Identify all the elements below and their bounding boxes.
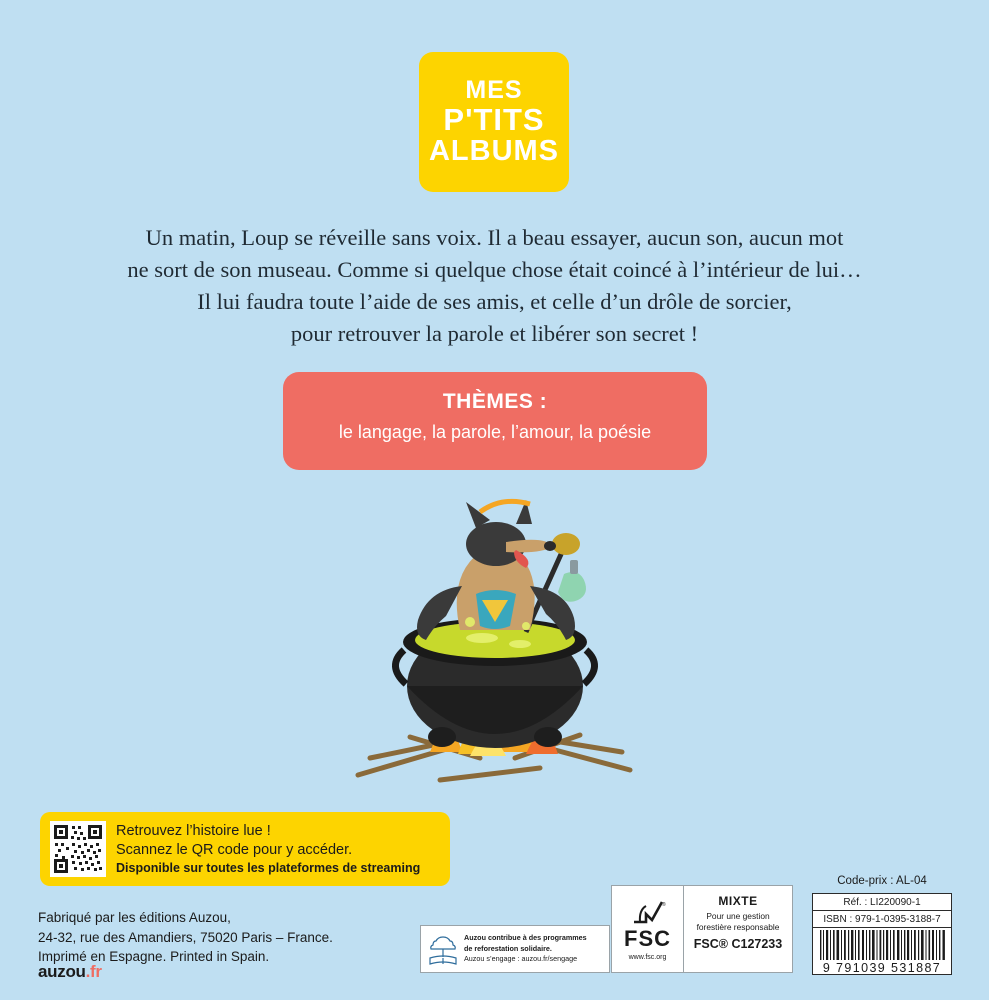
logo-line-3: ALBUMS — [428, 135, 560, 168]
reforestation-line-1: Auzou contribue à des programmes — [464, 933, 587, 943]
fsc-left-panel — [612, 886, 684, 972]
reforestation-badge — [420, 925, 610, 973]
barcode-bars — [813, 928, 951, 960]
svg-text:®: ® — [661, 901, 666, 908]
fsc-right-panel — [684, 886, 792, 972]
barcode-ref: Réf. : LI220090-1 — [813, 894, 951, 911]
qr-code-icon[interactable] — [50, 821, 106, 877]
series-logo-badge — [419, 52, 569, 192]
back-cover-blurb — [60, 222, 929, 350]
themes-box — [283, 372, 707, 470]
blurb-line-1: Un matin, Loup se réveille sans voix. Il a beau essayer, aucun son, aucun mot — [145, 225, 844, 250]
barcode-block — [812, 893, 952, 975]
qr-code-banner[interactable] — [40, 812, 450, 886]
barcode-bars-svg — [819, 930, 947, 960]
qr-banner-text — [116, 822, 420, 877]
auzou-logo-text: auzou — [38, 962, 86, 981]
auzou-logo — [38, 962, 102, 982]
cauldron-illustration — [330, 490, 660, 800]
qr-code-svg — [52, 823, 104, 875]
fsc-desc-line-1: Pour une gestion — [706, 911, 770, 921]
fsc-tree-checkmark-icon — [628, 896, 668, 926]
blurb-line-4: pour retrouver la parole et libérer son secret ! — [290, 320, 699, 346]
themes-list: le langage, la parole, l’amour, la poésie — [338, 422, 652, 442]
logo-line-2: P'TITS — [443, 101, 545, 137]
barcode-digits: 9 791039 531887 — [822, 961, 942, 975]
qr-line-3: Disponible sur toutes les plateformes de streaming — [116, 860, 421, 875]
cauldron-illustration-svg — [330, 490, 660, 800]
themes-title: THÈMES : — [442, 390, 548, 413]
qr-line-1: Retrouvez l’histoire lue ! — [116, 822, 271, 839]
blurb-line-2: ne sort de son museau. Comme si quelque chose était coincé à l’intérieur de lui… — [127, 256, 862, 282]
book-tree-icon — [426, 931, 460, 967]
publisher-line-2: 24-32, rue des Amandiers, 75020 Paris – France. — [38, 929, 333, 945]
publisher-info — [38, 908, 333, 967]
fsc-desc-line-2: forestière responsable — [696, 921, 780, 932]
publisher-line-3: Imprimé en Espagne. Printed in Spain. — [38, 949, 270, 965]
code-price-label: Code-prix : AL-04 — [837, 875, 927, 887]
reforestation-text — [464, 933, 587, 964]
reforestation-line-2: de reforestation solidaire. — [464, 943, 552, 953]
logo-line-1: MES — [465, 76, 523, 105]
fsc-label: MIXTE — [718, 894, 758, 908]
reforestation-line-3: Auzou s’engage : auzou.fr/sengage — [464, 954, 578, 964]
fsc-certification-badge — [611, 885, 793, 973]
barcode-isbn: ISBN : 979-1-0395-3188-7 — [813, 911, 951, 928]
book-tree-icon-svg — [426, 931, 460, 967]
auzou-logo-suffix: .fr — [85, 962, 102, 981]
fsc-url: www.fsc.org — [628, 953, 667, 961]
publisher-line-1: Fabriqué par les éditions Auzou, — [38, 910, 231, 925]
fsc-mark-label: FSC — [624, 925, 671, 951]
qr-line-2: Scannez le QR code pour y accéder. — [116, 841, 353, 858]
fsc-code: FSC® C127233 — [693, 936, 783, 951]
blurb-line-3: Il lui faudra toute l’aide de ses amis, et celle d’un drôle de sorcier, — [197, 288, 792, 314]
